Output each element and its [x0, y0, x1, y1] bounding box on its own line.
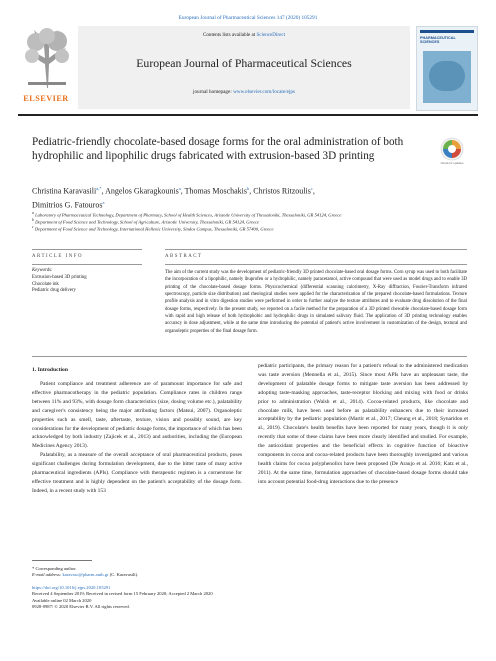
- abstract-heading: ABSTRACT: [165, 254, 203, 259]
- cover-band: [420, 30, 474, 33]
- doi-link[interactable]: https://doi.org/10.1016/j.ejps.2020.105291: [32, 584, 111, 590]
- body-paragraph: Palatability, as a measure of the overall acceptance of oral pharmaceutical products, poses significant challenges during formulation development, due to the bitter taste of many active pharmaceutical ingredients (APIs). Compliance with therapeutic regimen is a cornerstone for effective treatment and is highly dependent on the patient's acceptability of the dosage form. Indeed, in a recent study with 153: [32, 452, 242, 494]
- author-name[interactable]: Thomas Moschakis: [184, 186, 247, 196]
- author-sup[interactable]: c: [310, 186, 313, 191]
- elsevier-tree-logo: [22, 28, 72, 90]
- article-info-rule: [32, 249, 142, 250]
- author-name[interactable]: Christos Ritzoulis: [253, 186, 311, 196]
- abstract-bottom-rule: [32, 356, 467, 357]
- keyword: Extrusion-based 3D printing: [32, 274, 87, 280]
- footer: [32, 566, 472, 610]
- affiliations: [32, 211, 472, 232]
- author-sup[interactable]: a: [102, 199, 105, 205]
- publisher-name: ELSEVIER: [23, 94, 69, 103]
- author-name[interactable]: Angelos Gkaragkounis: [105, 186, 179, 196]
- author-sup[interactable]: b: [247, 186, 250, 191]
- crossmark-label: Check for updates: [440, 161, 464, 165]
- email-link[interactable]: karavasc@pharm.auth.gr: [62, 572, 109, 578]
- received-dates: Received 4 September 2019; Received in revised form 15 February 2020; Accepted 2 March 2020: [32, 591, 213, 597]
- article-info-heading: ARTICLE INFO: [32, 254, 83, 259]
- author-sup[interactable]: a: [178, 186, 181, 191]
- body-paragraph: pediatric participants, the primary reason for a patient's refusal to the administered medication was taste aversion (Mennella et al., 2015). Since most APIs have an unpleasant taste, the development of palatable dosage forms to mitigate taste aversion has been addressed by adopting taste-masking approaches, taste-receptor blocking and mixing with food or drinks prior to administration (Walsh et al., 2014). Cocoa-related products, like chocolate and chocolate milk, have been used before as palatability enhancers due to their increased acceptability by the pediatric population (Martir et al., 2017; Cheung et al., 2018; Synaridou et al., 2019). Chocolate's health benefits have been reported for many years, though it is only recently that some of these claims have been more clearly identified and studied. For example, the antioxidant properties and the beneficial effects in cognitive function of bioactive components in cocoa and cocoa-related products have been thoroughly investigated and various health claims for cocoa polyphenolics have been proposed (De Araujo et al. 2016; Katz et al., 2011). At the same time, formulation approaches of chocolate-based dosage forms should take into account potential food-drug interactions due to the presence: [258, 363, 468, 485]
- email-line: E-mail address: karavasc@pharm.auth.gr (C. Karavasili).: [32, 572, 139, 578]
- header-rule: [18, 114, 478, 116]
- affiliation: $^a$ Laboratory of Pharmaceutical Technology, Department of Pharmacy, School of Health Sciences, Aristotle University of Thessaloniki, Thessaloniki, GR 54124, Greece: [32, 211, 342, 218]
- article-info-rule-2: [32, 264, 142, 265]
- affiliation: $^c$ Department of Food Science and Technology, International Hellenic University, Sindos Campus, Thessaloniki, GR 57400, Greece: [32, 225, 274, 232]
- crossmark-badge[interactable]: [440, 137, 464, 165]
- cover-title: PHARMACEUTICAL SCIENCES: [420, 36, 456, 45]
- abstract-rule: [165, 249, 467, 250]
- contents-line: Contents lists available at ScienceDirect: [202, 32, 286, 38]
- journal-header: [18, 26, 478, 112]
- corresponding-note: * Corresponding author.: [32, 566, 77, 571]
- journal-title: European Journal of Pharmaceutical Sciences: [136, 56, 352, 70]
- keyword: Chocolate ink: [32, 281, 59, 287]
- cover-image-shape: [429, 61, 465, 91]
- sciencedirect-link[interactable]: ScienceDirect: [256, 32, 286, 38]
- abstract-text: The aim of the current study was the development of pediatric-friendly 3D printed chocolate-based oral dosage forms. Corn syrup was used to both facilitate the incorporation of a lipophilic, namely ibuprofen or a hydrophilic, namely paracetamol, active compound that were used as model drugs and to enable 3D printing of the chocolate-based dosage forms. Physicochemical (differential scanning calorimetry, X-Ray diffraction, Fourier-Transform infrared spectroscopy, particle size distribution) and rheological studies were applied for the characterization of the prepared chocolate-based formulations. Texture profile analysis and in vitro digestion studies were performed in order to further analyze the texture attributes and to evaluate drug dissolution of the final dosage forms, respectively. In the present study, we reported on a facile method for the preparation of a 3D printed chewable chocolate-based dosage form with rapid and high release of both hydrophobic and hydrophilic drugs in simulated salivary fluid. The application of 3D printing technology enables accuracy in dose adjustment, while at the same time introducing the potential of patient's active involvement in customization of the design, textural and organoleptic properties of the final dosage form.: [165, 270, 467, 334]
- author-sup[interactable]: a,*: [96, 186, 102, 191]
- copyright: 0928-0987/ © 2020 Elsevier B.V. All rights reserved.: [32, 604, 130, 610]
- available-online: Available online 02 March 2020: [32, 597, 92, 603]
- affiliation: $^b$ Department of Food Science and Technology, School of Agriculture, Aristotle University, Thessaloniki, GR 54124, Greece: [32, 218, 260, 225]
- footnote-rule: [32, 560, 92, 561]
- keywords-block: [32, 268, 152, 295]
- author-name[interactable]: Dimitrios G. Fatouros: [32, 200, 103, 210]
- journal-reference[interactable]: European Journal of Pharmaceutical Sciences 147 (2020) 105291: [178, 15, 318, 21]
- keywords-label: Keywords:: [32, 268, 53, 273]
- crossmark-icon: [440, 137, 464, 161]
- author-list: Christina Karavasili$^{a,*}$, Angelos Gkaragkounis$^a$, Thomas Moschakis$^b$, Christos Ritzoulis$^c$, Dimitrios G. Fatouros$^a$: [32, 186, 315, 210]
- body-column-right: [258, 362, 468, 487]
- paper-title: Pediatric-friendly chocolate-based dosage forms for the oral administration of both hydrophilic and lipophilic drugs fabricated with extrusion-based 3D printing: [32, 136, 404, 162]
- body-column-left: [32, 380, 242, 496]
- section-heading: 1. Introduction: [32, 367, 68, 373]
- author-name[interactable]: Christina Karavasili: [32, 186, 97, 196]
- keyword: Pediatric drug delivery: [32, 288, 76, 294]
- body-paragraph: Patient compliance and treatment adherence are of paramount importance for safe and effective pharmacotherapy in the pediatric population. Compliance rates in children range between 11% and 93%, with dosage form characteristics (size, dosing volume etc.), palatability and caregiver's consistency being the major attributing factors (Matsui, 2007). Organoleptic properties such as smell, taste, aftertaste, texture, vision and possibly sound, are key considerations for the development of pediatric dosage forms, the importance of which has been acknowledged by both industry (Zajicek et al., 2013) and authorities, including the (European Medicines Agency 2013).: [32, 381, 242, 450]
- homepage-link[interactable]: www.elsevier.com/locate/ejps: [233, 89, 295, 95]
- journal-homepage: journal homepage: www.elsevier.com/locate/ejps: [193, 89, 295, 95]
- abstract-rule-2: [165, 264, 467, 265]
- journal-cover: [416, 26, 478, 111]
